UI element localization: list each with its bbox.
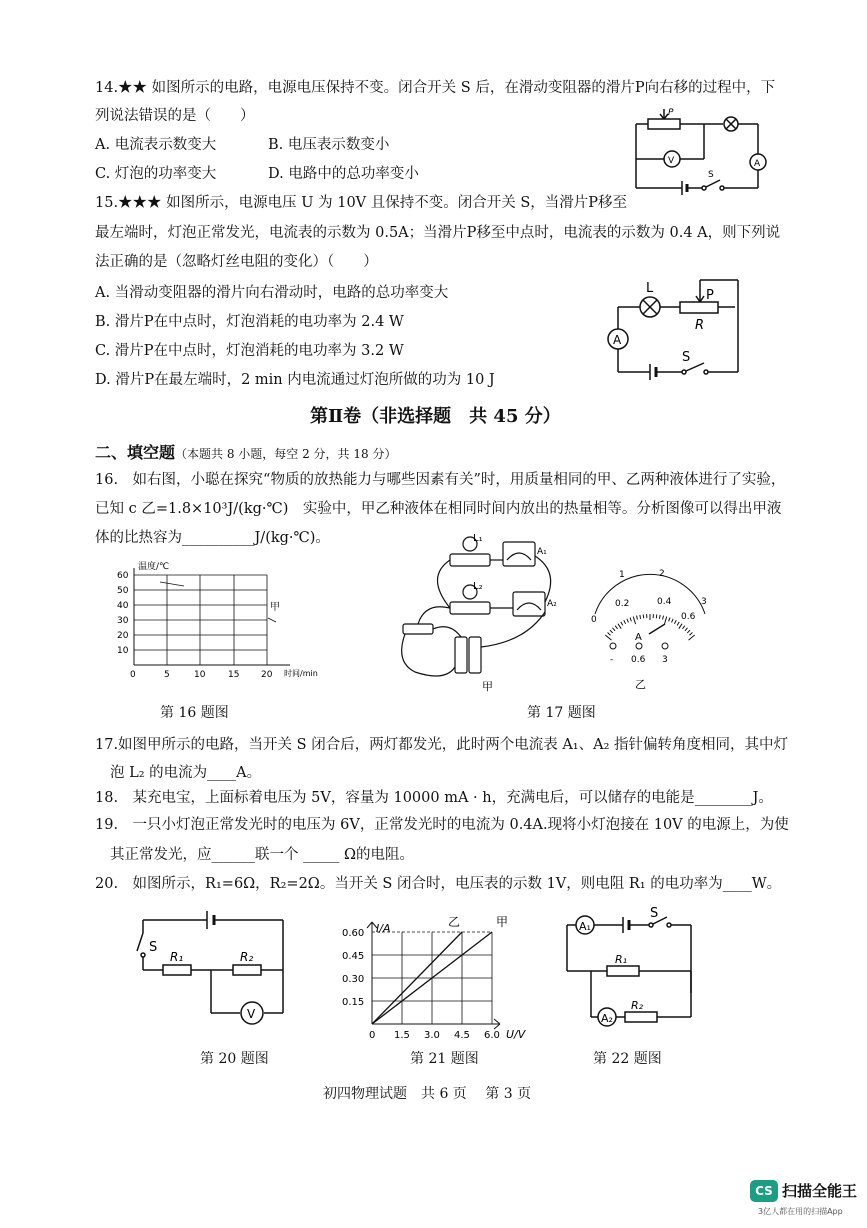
x-tick-label: 0 xyxy=(369,1030,376,1041)
q20-text: 20. 如图所示，R₁=6Ω，R₂=2Ω。当开关 S 闭合时，电压表的示数 1V，则电阻 R₁ 的电功率为____W。 xyxy=(95,876,782,892)
dial-tick xyxy=(612,628,615,631)
dial-tick xyxy=(615,626,617,629)
q16-line2: 已知 c 乙=1.8×10³J/(kg·℃) 实验中，甲乙种液体在相同时间内放出的热量相等。分析图像可以得出甲液 xyxy=(95,501,782,517)
q14-label-p: P xyxy=(668,108,674,118)
dial-tick xyxy=(677,622,679,625)
q14-label-a: A xyxy=(754,159,761,169)
part-title: 二、填空题 xyxy=(95,443,176,462)
q20-circuit-diagram xyxy=(125,905,295,1030)
q15-label-l: L xyxy=(646,281,654,296)
q19-line2: 其正常发光，应______联一个 _____ Ω的电阻。 xyxy=(110,847,414,863)
y-tick-label: 0.30 xyxy=(342,974,365,985)
q14-label-s: S xyxy=(708,170,714,180)
q15-stem: 15.★★★ 如图所示，电源电压 U 为 10V 且保持不变。闭合开关 S，当滑片P移至 xyxy=(95,195,628,211)
q15-option-a: A. 当滑动变阻器的滑片向右滑动时，电路的总功率变大 xyxy=(95,285,449,301)
dial-tick xyxy=(663,616,664,620)
dial-label: 2 xyxy=(659,569,665,579)
dial-label: 0.4 xyxy=(657,597,672,607)
q18-text: 18. 某充电宝，上面标着电压为 5V，容量为 10000 mA · h，充满电后，可以储存的电能是________J。 xyxy=(95,790,773,806)
x-tick-label: 4.5 xyxy=(454,1030,470,1041)
q22-label-r1: R₁ xyxy=(615,953,628,966)
q15-circuit-diagram xyxy=(600,275,750,385)
dial-ticks xyxy=(595,574,705,614)
part-note: （本题共 8 小题，每空 2 分，共 18 分） xyxy=(175,447,397,461)
q16-xtick: 15 xyxy=(228,670,240,680)
q16-xtick: 10 xyxy=(194,670,206,680)
q17-label-jia: 甲 xyxy=(482,680,493,693)
q22-label-a1: A₁ xyxy=(579,920,591,933)
dial-label: 3 xyxy=(701,597,707,607)
q17-line1: 17.如图甲所示的电路，当开关 S 闭合后，两灯都发光，此时两个电流表 A₁、A₂ 指针偏转角度相同，其中灯 xyxy=(95,737,788,753)
q17-label-l1: L₁ xyxy=(473,533,483,544)
dial-tick xyxy=(605,635,611,640)
dial-tick xyxy=(669,618,670,622)
q15-label-r: R xyxy=(695,318,705,333)
q16-caption: 第 16 题图 xyxy=(160,705,229,721)
terminal-label: 3 xyxy=(662,655,668,665)
dial-tick xyxy=(627,619,629,623)
q22-circuit-diagram xyxy=(555,905,705,1035)
section-title: 第Ⅱ卷（非选择题 共 45 分） xyxy=(310,406,561,427)
q17-label-a2: A₂ xyxy=(547,599,557,609)
dial-tick xyxy=(690,632,693,635)
q21-iu-chart xyxy=(340,915,540,1045)
dial-tick xyxy=(664,616,666,624)
y-tick-label: 0.45 xyxy=(342,951,365,962)
q22-caption: 第 22 题图 xyxy=(593,1051,662,1067)
q14-option-c: C. 灯泡的功率变大 xyxy=(95,166,217,182)
dial-tick xyxy=(679,624,682,629)
dial-tick xyxy=(685,628,688,631)
scanner-logo-icon: CS xyxy=(750,1180,778,1202)
q16-xtick: 0 xyxy=(130,670,136,680)
dial-tick xyxy=(674,620,676,624)
q22-label-r2: R₂ xyxy=(631,999,644,1012)
dial-unit: A xyxy=(635,632,642,643)
q14-circuit-diagram xyxy=(630,105,770,195)
dial-tick xyxy=(624,620,626,624)
q16-ytick: 30 xyxy=(117,616,129,626)
q17-label-a1: A₁ xyxy=(537,547,547,557)
dial-tick xyxy=(608,632,611,635)
series-label: 乙 xyxy=(448,915,461,929)
dial-tick xyxy=(610,630,613,633)
q15-label-s: S xyxy=(682,350,691,365)
q20-label-r2: R₂ xyxy=(240,950,254,964)
q20-caption: 第 20 题图 xyxy=(200,1051,269,1067)
q16-temperature-chart xyxy=(112,560,317,685)
q15-option-d: D. 滑片P在最左端时，2 min 内电流通过灯泡所做的功为 10 J xyxy=(95,372,495,388)
q17-ammeter-dial xyxy=(585,562,715,692)
q14-option-a: A. 电流表示数变大 xyxy=(95,137,217,153)
scanner-brand: 扫描全能王 xyxy=(782,1182,858,1200)
q20-label-s: S xyxy=(149,940,158,955)
q15-label-a: A xyxy=(613,333,622,347)
q21-caption: 第 21 题图 xyxy=(410,1051,479,1067)
q16-ytick: 50 xyxy=(117,586,129,596)
q20-label-r1: R₁ xyxy=(170,950,184,964)
page-footer: 初四物理试题 共 6 页 第 3 页 xyxy=(323,1086,532,1102)
dial-label: 1 xyxy=(619,570,625,580)
terminal-label: 0.6 xyxy=(631,655,646,665)
x-tick-label: 3.0 xyxy=(424,1030,440,1041)
dial-tick xyxy=(633,616,635,624)
q22-label-a2: A₂ xyxy=(601,1012,613,1025)
q17-caption: 第 17 题图 xyxy=(527,705,596,721)
q15-stem-cont: 最左端时，灯泡正常发光，电流表的示数为 0.5A；当滑片P移至中点时，电流表的示数为 0.4 A，则下列说 xyxy=(95,225,781,241)
q14-option-d: D. 电路中的总功率变小 xyxy=(268,166,419,182)
q16-line1: 16. 如右图，小聪在探究“物质的放热能力与哪些因素有关”时，用质量相同的甲、乙两种液体进行了实验， xyxy=(95,472,786,488)
x-tick-label: 6.0 xyxy=(484,1030,500,1041)
q22-label-s: S xyxy=(650,906,659,921)
q17-line2: 泡 L₂ 的电流为____A。 xyxy=(110,765,262,781)
q15-option-b: B. 滑片P在中点时，灯泡消耗的电功率为 2.4 W xyxy=(95,314,404,330)
terminal-label: - xyxy=(610,655,614,665)
q20-label-v: V xyxy=(247,1007,256,1021)
q15-label-p: P xyxy=(706,288,714,303)
q21-ylabel: I/A xyxy=(376,922,391,935)
dial-tick xyxy=(687,630,690,633)
q14-stem: 14.★★ 如图所示的电路，电源电压保持不变。闭合开关 S 后，在滑动变阻器的滑片P向右移的过程中，下 xyxy=(95,80,776,96)
dial-tick xyxy=(682,626,684,629)
q15-stem-end: 法正确的是（忽略灯丝电阻的变化）（ ） xyxy=(95,254,378,270)
dial-tick xyxy=(637,616,638,620)
q19-line1: 19. 一只小灯泡正常发光时的电压为 6V，正常发光时的电流为 0.4A.现将小灯泡接在 10V 的电源上，为使 xyxy=(95,817,789,833)
q16-line3: 体的比热容为__________J/(kg·℃)。 xyxy=(95,530,330,546)
q16-ytick: 20 xyxy=(117,631,129,641)
q16-ytick: 40 xyxy=(117,601,129,611)
q17-label-yi: 乙 xyxy=(635,678,646,691)
series-label: 甲 xyxy=(496,915,509,929)
q21-xlabel: U/V xyxy=(506,1028,526,1041)
q14-stem-cont: 列说法错误的是（ ） xyxy=(95,108,255,124)
q16-series-label: 甲 xyxy=(270,602,280,613)
q14-option-b: B. 电压表示数变小 xyxy=(268,137,390,153)
q15-option-c: C. 滑片P在中点时，灯泡消耗的电功率为 3.2 W xyxy=(95,343,404,359)
x-tick-label: 1.5 xyxy=(394,1030,410,1041)
q16-xtick: 20 xyxy=(261,670,273,680)
q16-ytick: 60 xyxy=(117,571,129,581)
dial-tick xyxy=(659,615,660,619)
q16-chart-ylabel: 温度/℃ xyxy=(138,562,170,572)
dial-tick xyxy=(689,635,695,640)
dial-label: 0.6 xyxy=(681,612,696,622)
dial-label: 0 xyxy=(591,615,597,625)
dial-label: 0.2 xyxy=(615,599,630,609)
dial-tick xyxy=(630,618,631,622)
part-heading xyxy=(95,440,396,463)
dial-tick xyxy=(618,624,621,629)
dial-tick xyxy=(621,622,623,625)
y-tick-label: 0.15 xyxy=(342,997,365,1008)
q16-chart-xlabel: 时间/min xyxy=(284,669,318,678)
q16-ytick: 10 xyxy=(117,646,129,656)
dial-tick xyxy=(640,615,641,619)
q14-label-v: V xyxy=(668,156,675,166)
q17-physical-circuit xyxy=(395,532,580,692)
dial-tick xyxy=(672,619,674,623)
scanner-tagline: 3亿人都在用的扫描App xyxy=(758,1207,843,1216)
q16-xtick: 5 xyxy=(164,670,170,680)
y-tick-label: 0.60 xyxy=(342,928,365,939)
q17-label-l2: L₂ xyxy=(473,581,483,592)
